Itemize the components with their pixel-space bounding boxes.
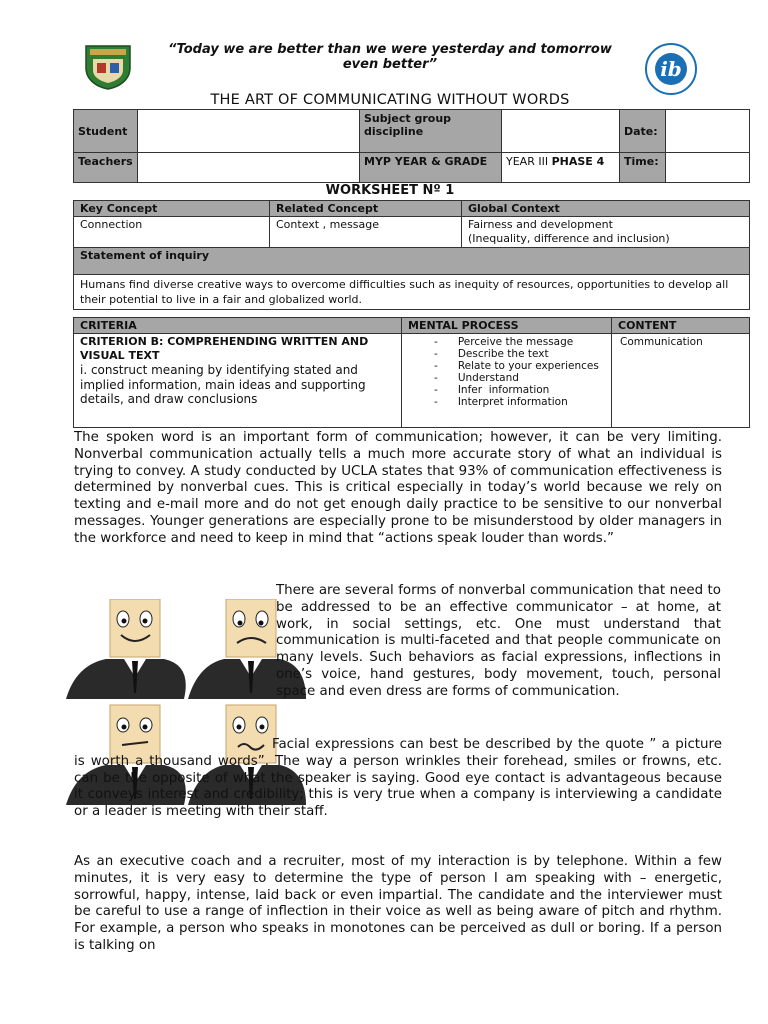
global-context-line1: Fairness and development xyxy=(468,218,613,231)
ib-logo-icon xyxy=(640,42,702,96)
motto: “Today we are better than we were yesterday and tomorrow even better” xyxy=(168,42,612,72)
time-field[interactable] xyxy=(666,153,750,183)
mental-process-item: - Infer information xyxy=(434,384,550,396)
paragraph-4: As an executive coach and a recruiter, most of my interaction is by telephone. Within a few minutes, it is very easy to determine the type of person I am speaking with – energetic, sorrowful, happy, intense, laid back or even impartial. The candidate and the interviewer must be careful to use a range of inflection in their voice as well as being aware of pitch and rhythm. For example, a person who speaks in monotones can be perceived as dull or boring. If a person is talking on xyxy=(74,854,722,953)
mental-label: MENTAL PROCESS xyxy=(402,318,612,334)
mental-process-cell xyxy=(402,334,612,428)
mental-process-list xyxy=(406,336,607,408)
inquiry-label: Statement of inquiry xyxy=(74,248,750,275)
criteria-label: CRITERIA xyxy=(74,318,402,334)
key-concept-label: Key Concept xyxy=(74,201,270,217)
content-label: CONTENT xyxy=(612,318,750,334)
school-crest-icon xyxy=(83,42,133,90)
subject-label: Subject group discipline xyxy=(360,110,502,153)
info-table xyxy=(73,109,750,183)
subject-field[interactable] xyxy=(502,110,620,153)
time-label: Time: xyxy=(620,153,666,183)
teachers-label: Teachers xyxy=(74,153,138,183)
year-value xyxy=(502,153,620,183)
concept-table xyxy=(73,200,750,310)
global-context-value xyxy=(462,217,750,248)
mental-process-item: - Describe the text xyxy=(434,348,549,360)
mental-process-item: - Perceive the message xyxy=(434,336,574,348)
ib-logo-text: ib xyxy=(660,57,682,81)
related-concept-value: Context , message xyxy=(270,217,462,248)
page-title: THE ART OF COMMUNICATING WITHOUT WORDS xyxy=(210,92,570,108)
criterion-title: CRITERION B: COMPREHENDING WRITTEN AND VISUAL TEXT xyxy=(80,335,369,362)
criterion-desc: i. construct meaning by identifying stated and implied information, main ideas and supporting details, and draw conclusions xyxy=(80,363,366,406)
mental-process-item: - Understand xyxy=(434,372,519,384)
paragraph-3: Facial expressions can best be described by the quote ” a picture is worth a thousand words”. The way a person wrinkles their forehead, smiles or frowns, etc. can be the opposite of what the speaker is saying. Good eye contact is advantageous because it conveys interest and credibility; this is very true when a company is interviewing a candidate or a leader is meeting with their staff. xyxy=(74,737,722,820)
year-text: YEAR III xyxy=(506,155,549,168)
criteria-table xyxy=(73,317,750,428)
global-context-line2: (Inequality, difference and inclusion) xyxy=(468,232,670,245)
paragraph-1: The spoken word is an important form of communication; however, it can be very limiting. Nonverbal communication actually tells a much more accurate story of what an individual is trying to convey. A study conducted by UCLA states that 93% of communication effectiveness is determined by nonverbal cues. This is critical especially in today’s world because we rely on texting and e-mail more and do not get enough daily practice to be sensitive to our nonverbal messages. Younger generations are especially prone to be misunderstood by older managers in the workforce and need to keep in mind that “actions speak louder than words.” xyxy=(74,430,722,546)
criterion-cell xyxy=(74,334,402,428)
happy-face-figure xyxy=(66,599,186,699)
date-field[interactable] xyxy=(666,110,750,153)
mental-process-item: - Interpret information xyxy=(434,396,568,408)
date-label: Date: xyxy=(620,110,666,153)
teachers-field[interactable] xyxy=(138,153,360,183)
inquiry-text: Humans find diverse creative ways to overcome difficulties such as inequity of resources, opportunities to develop all their potential to live in a fair and globalized world. xyxy=(74,275,750,310)
student-field[interactable] xyxy=(138,110,360,153)
worksheet-title: WORKSHEET Nº 1 xyxy=(325,183,455,198)
myp-label: MYP YEAR & GRADE xyxy=(360,153,502,183)
phase-text: PHASE 4 xyxy=(551,155,605,168)
content-value: Communication xyxy=(612,334,750,428)
key-concept-value: Connection xyxy=(74,217,270,248)
paragraph-2: There are several forms of nonverbal communication that need to be addressed to be an effective communicator – at home, at work, in social settings, etc. One must understand that communication is multi-faceted and that people communicate on many levels. Such behaviors as facial expressions, inflections in one’s voice, hand gestures, body movement, touch, personal space and even dress are forms of communication. xyxy=(276,583,721,699)
global-context-label: Global Context xyxy=(462,201,750,217)
mental-process-item: - Relate to your experiences xyxy=(434,360,599,372)
student-label: Student xyxy=(74,110,138,153)
related-concept-label: Related Concept xyxy=(270,201,462,217)
